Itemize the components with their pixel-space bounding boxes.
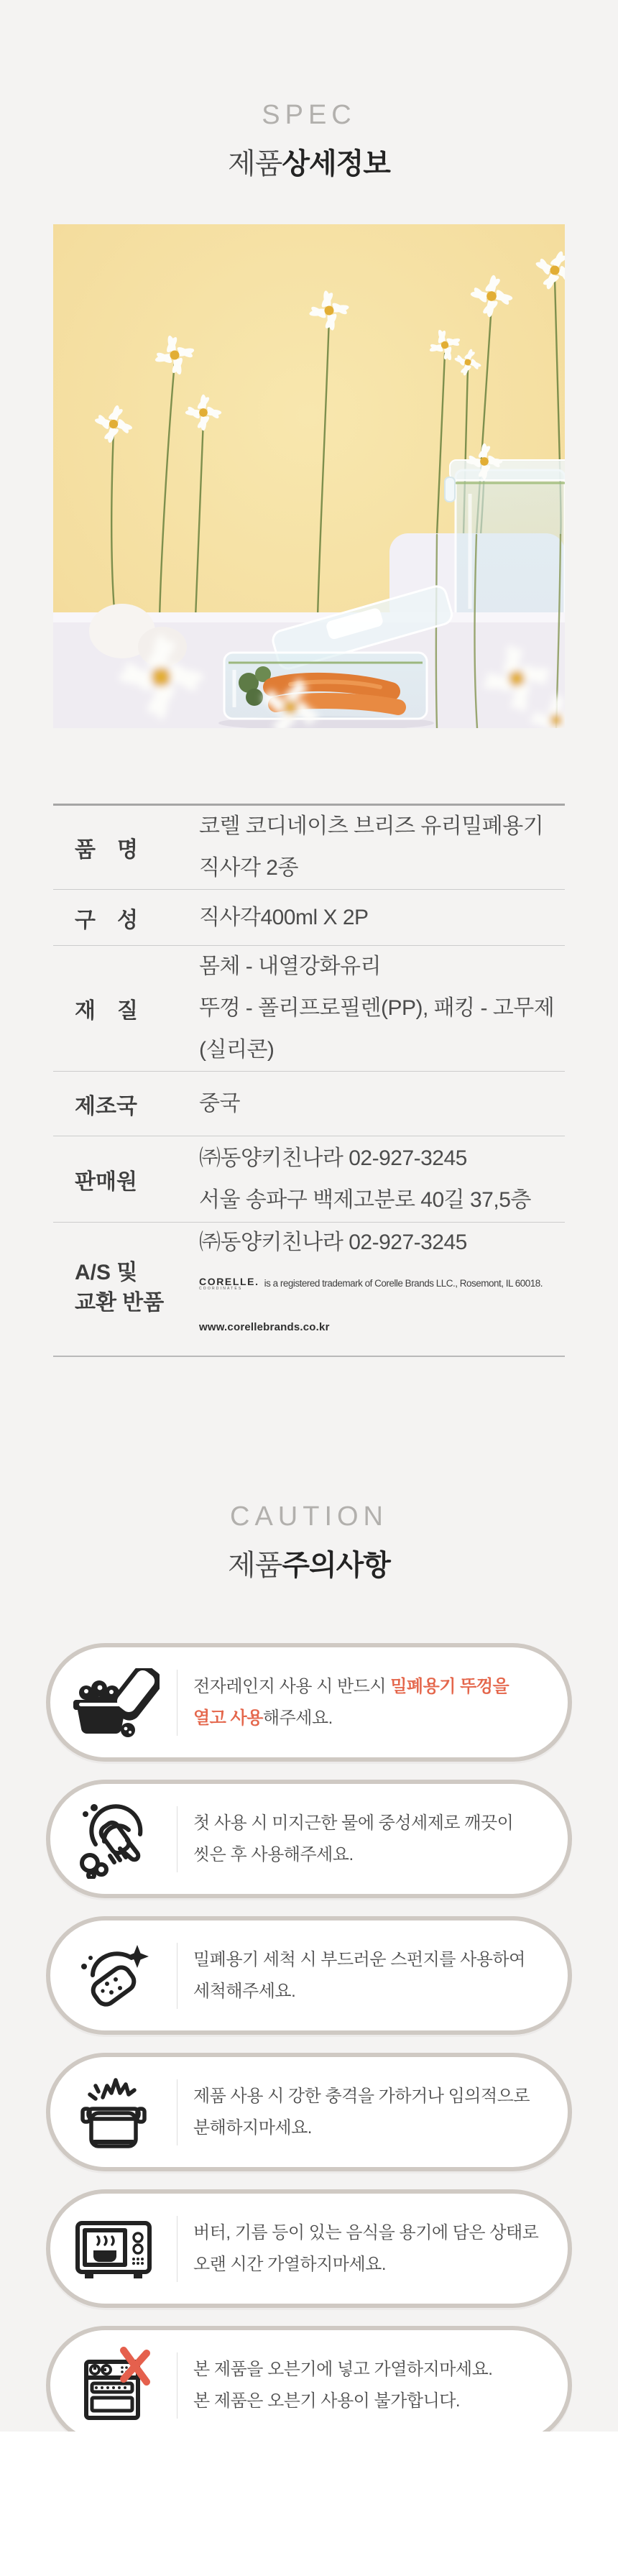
table-row-country — [53, 1072, 565, 1136]
service-label-line-1: A/S 및 — [75, 1260, 138, 1284]
row-label: 판매원 — [75, 1169, 137, 1194]
caution-text — [193, 2081, 530, 2144]
caution-3-line-2: 세척해주세요. — [193, 1981, 296, 2001]
trademark-line — [199, 1263, 565, 1305]
caution-1-line-1: 전자레인지 사용 시 반드시 — [193, 1676, 391, 1696]
caution-text — [193, 1808, 513, 1871]
caution-item-impact — [46, 2053, 572, 2171]
spec-title-light: 제품 — [228, 148, 282, 180]
caution-1-line-2: 해주세요. — [262, 1708, 333, 1728]
corelle-logo — [199, 1277, 259, 1291]
product-photo — [53, 224, 565, 728]
caution-item-microwave-lid — [46, 1643, 572, 1762]
row-label: 재 질 — [75, 999, 138, 1023]
corelle-logo-main: CORELLE. — [199, 1275, 259, 1287]
impact-warning-icon — [74, 2073, 153, 2152]
soft-sponge-icon — [74, 1936, 153, 2015]
spec-title-bold: 상세정보 — [282, 148, 390, 180]
corelle-logo-sub: COORDINATES — [199, 1286, 243, 1291]
hand-washing-icon — [74, 1800, 153, 1879]
caution-item-long-heating — [46, 2189, 572, 2308]
seller-line-2: 서울 송파구 백제고분로 40길 37,5층 — [199, 1187, 531, 1212]
caution-4-line-2: 분해하지마세요. — [193, 2117, 312, 2138]
caution-section-heading — [0, 1501, 618, 1584]
row-value — [199, 1138, 565, 1221]
trademark-text: is a registered trademark of Corelle Brands LLC., Rosemont, IL 60018. — [264, 1278, 543, 1289]
caution-2-line-2: 씻은 후 사용해주세요. — [193, 1844, 354, 1864]
caution-3-line-1: 밀폐용기 세척 시 부드러운 스펀지를 사용하여 — [193, 1949, 525, 1969]
caution-item-soft-sponge — [46, 1916, 572, 2035]
table-row-composition — [53, 890, 565, 946]
spec-title — [0, 145, 618, 183]
caution-text — [193, 2217, 538, 2281]
row-value: 직사각400ml X 2P — [199, 905, 369, 929]
caution-6-line-1: 본 제품을 오븐기에 넣고 가열하지마세요. — [193, 2359, 493, 2379]
row-label: 제조국 — [75, 1094, 137, 1118]
caution-title — [0, 1547, 618, 1584]
spec-table — [53, 804, 565, 1357]
microwave-icon — [50, 2213, 177, 2285]
caution-5-line-1: 버터, 기름 등이 있는 음식을 용기에 담은 상태로 — [193, 2222, 539, 2242]
row-value — [199, 1227, 565, 1348]
caution-text — [193, 2354, 492, 2417]
service-phone: ㈜동양키친나라 02-927-3245 — [199, 1230, 467, 1254]
material-line-1: 몸체 - 내열강화유리 — [199, 954, 381, 978]
table-row-material — [53, 946, 565, 1072]
hand-washing-icon — [50, 1800, 177, 1879]
caution-text — [193, 1671, 509, 1734]
caution-eyebrow: CAUTION — [230, 1501, 388, 1532]
oven-no-icon — [70, 2346, 157, 2425]
table-row-service — [53, 1223, 565, 1356]
caution-item-no-oven — [46, 2326, 572, 2432]
caution-2-line-1: 첫 사용 시 미지근한 물에 중성세제로 깨끗이 — [193, 1813, 514, 1833]
row-label — [75, 1258, 199, 1318]
spec-section-heading — [0, 0, 618, 183]
product-photo-illustration — [53, 224, 565, 728]
caution-6-line-2: 본 제품은 오븐기 사용이 불가합니다. — [193, 2391, 461, 2411]
caution-title-bold: 주의사항 — [282, 1550, 390, 1581]
oven-no-icon — [50, 2346, 177, 2425]
soft-sponge-icon — [50, 1936, 177, 2015]
microwave-icon — [70, 2213, 157, 2285]
seller-line-1: ㈜동양키친나라 02-927-3245 — [199, 1146, 467, 1170]
caution-title-light: 제품 — [228, 1550, 282, 1581]
impact-warning-icon — [50, 2073, 177, 2152]
material-line-2: 뚜껑 - 폴리프로필렌(PP), 패킹 - 고무제(실리콘) — [199, 996, 555, 1062]
row-label: 품 명 — [75, 838, 138, 862]
table-row-seller — [53, 1136, 565, 1223]
container-open-lid-icon — [50, 1668, 177, 1737]
row-value — [199, 946, 565, 1071]
caution-1-line-2-em: 열고 사용 — [193, 1708, 263, 1728]
white-footer-spacer — [0, 2432, 618, 2576]
row-label: 구 성 — [75, 908, 138, 932]
website-url: www.corellebrands.co.kr — [199, 1321, 330, 1333]
table-row-product-name — [53, 806, 565, 890]
spec-eyebrow: SPEC — [262, 100, 356, 130]
service-label-line-2: 교환 반품 — [75, 1290, 165, 1315]
row-value: 중국 — [199, 1091, 240, 1116]
caution-item-first-wash — [46, 1780, 572, 1898]
row-value: 코렐 코디네이츠 브리즈 유리밀폐용기 직사각 2종 — [199, 814, 544, 880]
caution-text — [193, 1944, 525, 2007]
container-open-lid-icon — [68, 1668, 160, 1737]
caution-4-line-1: 제품 사용 시 강한 충격을 가하거나 임의적으로 — [193, 2086, 530, 2106]
caution-5-line-2: 오랜 시간 가열하지마세요. — [193, 2254, 387, 2274]
caution-1-line-1-em: 밀폐용기 뚜껑을 — [390, 1676, 509, 1696]
